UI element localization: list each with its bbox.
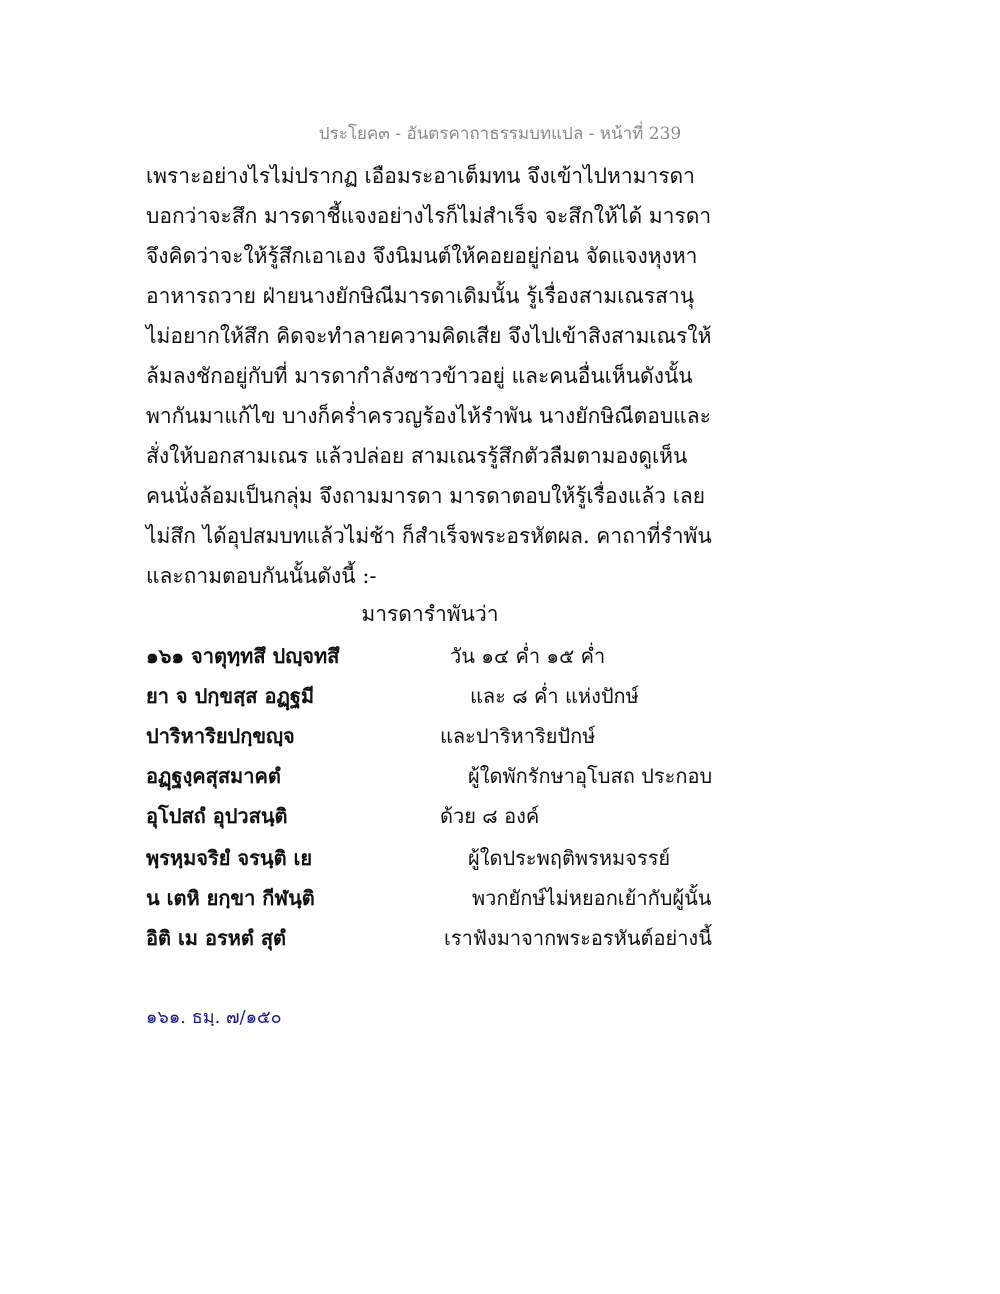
thai-translation-line: ผู้ใดประพฤติพรหมจรรย์ <box>468 846 671 870</box>
pali-verse-line: ปาริหาริยปกฺขญฺจ <box>146 724 295 748</box>
thai-translation-line: และ ๘ ค่ำ แห่งปักษ์ <box>470 684 639 708</box>
thai-translation-line: พวกยักษ์ไม่หยอกเย้ากับผู้นั้น <box>472 886 712 910</box>
paragraph-line: และถามตอบกันนั้นดังนี้ :- <box>146 564 377 588</box>
paragraph-line: สั่งให้บอกสามเณร แล้วปล่อย สามเณรรู้สึกตัวลืมตามองดูเห็น <box>146 444 688 468</box>
paragraph-line: ไม่สึก ได้อุปสมบทแล้วไม่ช้า ก็สำเร็จพระอรหัตผล. คาถาที่รำพัน <box>146 524 712 548</box>
thai-translation-line: ด้วย ๘ องค์ <box>440 804 540 828</box>
pali-verse-line: ๑๖๑ จาตุทฺทสึ ปญฺจทสึ <box>146 644 340 668</box>
pali-verse-line: ยา จ ปกฺขสฺส อฏฺฐมี <box>146 684 315 708</box>
thai-translation-line: และปาริหาริยปักษ์ <box>440 724 596 748</box>
paragraph-line: จึงคิดว่าจะให้รู้สึกเอาเอง จึงนิมนต์ให้คอยอยู่ก่อน จัดแจงหุงหา <box>146 244 698 268</box>
paragraph-line: ไม่อยากให้สึก คิดจะทำลายความคิดเสีย จึงไปเข้าสิงสามเณรให้ <box>146 324 712 348</box>
thai-translation-line: ผู้ใดพักรักษาอุโบสถ ประกอบ <box>468 764 713 788</box>
pali-verse-line: อิติ เม อรหตํ สุตํ <box>146 926 287 950</box>
thai-translation-line: วัน ๑๔ ค่ำ ๑๕ ค่ำ <box>450 644 606 668</box>
paragraph-line: คนนั่งล้อมเป็นกลุ่ม จึงถามมารดา มารดาตอบให้รู้เรื่องแล้ว เลย <box>146 484 706 508</box>
paragraph-line: ล้มลงชักอยู่กับที่ มารดากำลังซาวข้าวอยู่ และคนอื่นเห็นดังนั้น <box>146 364 693 388</box>
verse-title: มารดารำพันว่า <box>361 602 499 626</box>
paragraph-line: บอกว่าจะสึก มารดาชี้แจงอย่างไรก็ไม่สำเร็จ จะสึกให้ได้ มารดา <box>146 204 712 228</box>
paragraph-line: พากันมาแก้ไข บางก็คร่ำครวญร้องไห้รำพัน นางยักษิณีตอบและ <box>146 404 711 428</box>
page-header: ประโยค๓ - อันตรคาถาธรรมบทแปล - หน้าที่ 239 <box>318 124 682 144</box>
paragraph-line: เพราะอย่างไรไม่ปรากฏ เอือมระอาเต็มทน จึงเข้าไปหามารดา <box>146 164 695 188</box>
footnote: ๑๖๑. ธมฺ. ๗/๑๕๐ <box>146 1007 282 1028</box>
pali-verse-line: น เตหิ ยกฺขา กีฬนฺติ <box>146 886 315 910</box>
thai-translation-line: เราฟังมาจากพระอรหันต์อย่างนี้ <box>444 926 712 950</box>
pali-verse-line: อฏฺฐงฺคสุสมาคตํ <box>146 764 281 788</box>
paragraph-line: อาหารถวาย ฝ่ายนางยักษิณีมารดาเดิมนั้น รู้เรื่องสามเณรสานุ <box>146 284 695 308</box>
pali-verse-line: อุโปสถํ อุปวสนฺติ <box>146 804 288 828</box>
pali-verse-line: พฺรหฺมจริยํ จรนฺติ เย <box>146 846 313 870</box>
